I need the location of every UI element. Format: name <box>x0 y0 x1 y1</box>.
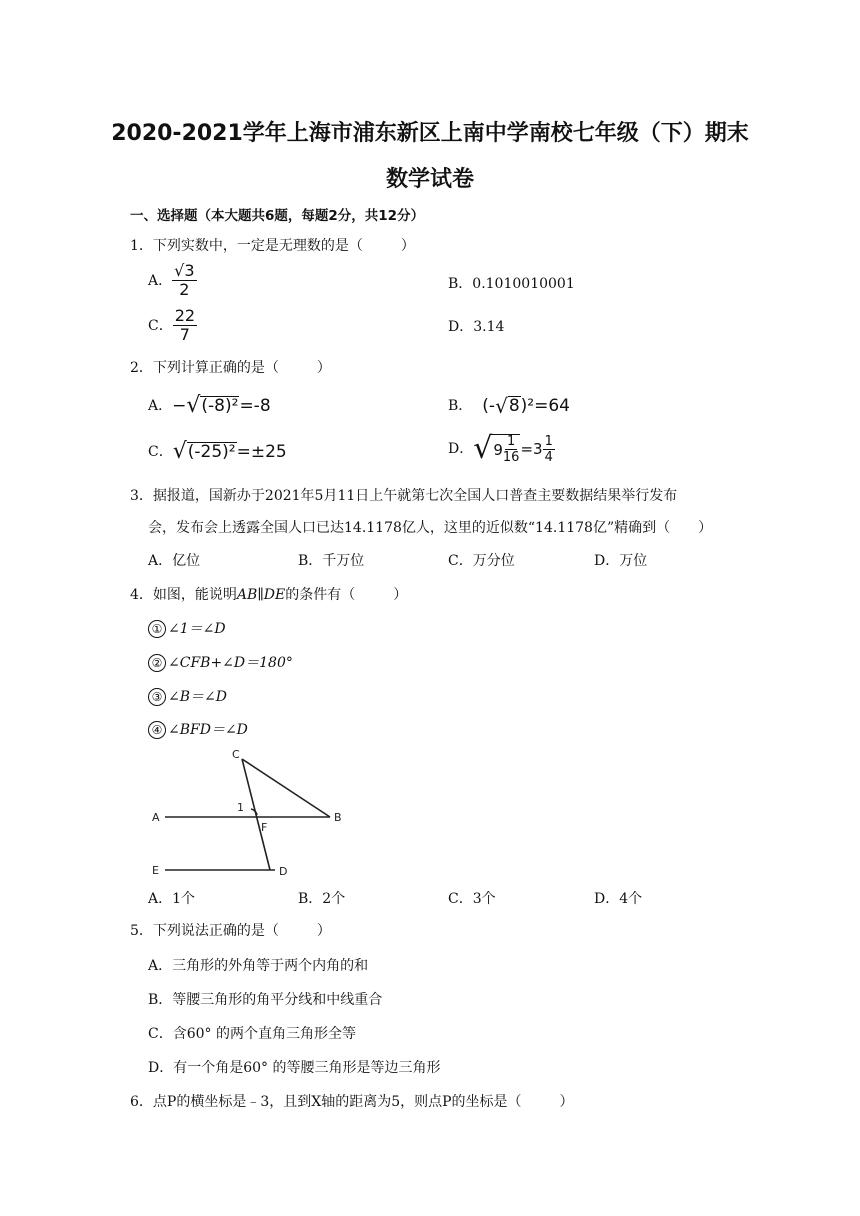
circled-number: ② <box>148 654 166 672</box>
question-4-stem <box>130 586 407 604</box>
document-title-line1: 2020-2021学年上海市浦东新区上南中学南校七年级（下）期末 <box>111 121 749 146</box>
question-paren-close: ） <box>316 360 331 376</box>
question-text: 点P的横坐标是﹣3，且到X轴的距离为5，则点P的坐标是（ <box>152 1094 522 1110</box>
option-label: D． <box>448 319 474 335</box>
numerator: 1 <box>544 433 553 449</box>
question-5-stem <box>130 922 331 940</box>
option-label: A． <box>148 397 173 414</box>
q2-option-a <box>148 392 271 418</box>
question-text: 下列计算正确的是（ <box>152 360 279 376</box>
circled-number: ③ <box>148 688 166 706</box>
label-c: C <box>232 748 240 761</box>
radicand: (-25)² <box>187 442 236 462</box>
question-1-stem <box>130 237 415 255</box>
fraction <box>503 435 520 464</box>
fraction <box>543 435 555 464</box>
condition-text: ∠BFD＝∠D <box>168 722 248 738</box>
question-text: 据报道，国新办于2021年5月11日上午就第七次全国人口普查主要数据结果举行发布 <box>152 488 678 504</box>
q3-option-a: A．亿位 <box>148 553 201 569</box>
question-paren-close: ） <box>400 238 415 254</box>
question-number: 1． <box>130 238 153 254</box>
question-text: 下列说法正确的是（ <box>152 923 279 939</box>
question-paren-close: ） <box>559 1094 574 1110</box>
numerator: √3 <box>174 261 195 280</box>
formula-part: − <box>172 395 187 416</box>
formula <box>172 438 287 464</box>
formula-part: 9 <box>493 440 503 459</box>
formula-part: (- <box>482 395 496 416</box>
question-paren-close: ） <box>393 587 408 603</box>
document-title-line2: 数学试卷 <box>385 167 474 192</box>
condition-text: ∠1＝∠D <box>168 621 226 637</box>
label-d: D <box>279 865 288 878</box>
question-number: 4． <box>130 587 153 603</box>
q4-option-b: B．2个 <box>298 891 346 907</box>
question-number: 6． <box>130 1094 153 1110</box>
fraction <box>173 308 197 343</box>
formula <box>172 392 271 418</box>
denominator: 7 <box>179 325 190 344</box>
label-angle-1: 1 <box>237 801 244 814</box>
formula <box>482 393 570 418</box>
option-label: B． <box>448 397 473 414</box>
label-e: E <box>152 864 159 877</box>
q4-condition-1 <box>148 620 226 638</box>
parallel-symbol: ∥ <box>257 587 264 603</box>
radical-sign: √ <box>172 438 187 464</box>
line-cd <box>242 759 270 870</box>
question-text: 会，发布会上透露全国人口已达14.1178亿人，这里的近似数“14.1178亿”精确到（ <box>148 520 671 536</box>
question-number: 2． <box>130 360 153 376</box>
q3-option-b: B．千万位 <box>298 553 365 569</box>
q5-option-a: A．三角形的外角等于两个内角的和 <box>148 958 369 974</box>
question-paren-close: ） <box>316 923 331 939</box>
segment-ab: AB <box>236 587 258 603</box>
numerator: 1 <box>507 434 516 449</box>
numerator: 22 <box>174 306 196 325</box>
option-label: C． <box>148 317 173 334</box>
radical-sign: √ <box>186 392 201 418</box>
q1-option-c <box>148 308 197 343</box>
denominator: 4 <box>544 449 553 465</box>
geometry-figure <box>140 745 360 880</box>
option-label: C． <box>148 443 173 460</box>
radicand: (-8)² <box>201 396 239 416</box>
question-text: 如图，能说明 <box>152 587 237 603</box>
question-paren-close: ） <box>698 520 713 536</box>
formula-part: =±25 <box>236 441 287 462</box>
circled-number: ① <box>148 620 166 638</box>
q4-option-c: C．3个 <box>448 891 496 907</box>
formula <box>473 431 555 466</box>
q5-option-d: D．有一个角是60° 的等腰三角形是等边三角形 <box>148 1060 441 1076</box>
segment-de: DE <box>263 587 286 603</box>
formula-part: )²=64 <box>520 395 570 416</box>
label-f: F <box>261 821 268 834</box>
q5-option-b: B．等腰三角形的角平分线和中线重合 <box>148 992 383 1008</box>
option-text: 0.1010010001 <box>472 276 575 292</box>
radicand <box>492 434 520 464</box>
formula-part: =-8 <box>239 395 271 416</box>
question-text: 的条件有（ <box>285 587 356 603</box>
q4-option-d: D．4个 <box>594 891 643 907</box>
condition-text: ∠B＝∠D <box>168 689 227 705</box>
denominator: 2 <box>179 280 190 299</box>
denominator: 16 <box>502 450 520 465</box>
q4-option-a: A．1个 <box>148 891 196 907</box>
q1-option-b <box>448 275 575 293</box>
q2-option-d <box>448 431 555 466</box>
condition-text: ∠CFB+∠D＝180° <box>168 655 293 671</box>
option-label: D． <box>448 441 474 457</box>
q1-option-d <box>448 318 504 336</box>
q3-option-c: C．万分位 <box>448 553 515 569</box>
q5-option-c: C．含60° 的两个直角三角形全等 <box>148 1026 356 1042</box>
option-label: A． <box>148 272 173 289</box>
q3-option-d: D．万位 <box>594 553 648 569</box>
question-2-stem <box>130 359 331 377</box>
q4-condition-4 <box>148 721 248 739</box>
angle-1-arc <box>251 809 257 815</box>
question-number: 5． <box>130 923 153 939</box>
question-3-line2 <box>148 519 712 537</box>
label-b: B <box>334 811 342 824</box>
q1-option-a <box>148 263 197 298</box>
radical-sign: √ <box>473 431 493 466</box>
q2-option-b <box>448 393 570 418</box>
option-label: B． <box>448 276 473 292</box>
circled-number: ④ <box>148 721 166 739</box>
question-number: 3． <box>130 488 153 504</box>
q2-option-c <box>148 438 287 464</box>
label-a: A <box>152 811 160 824</box>
radical-sign: √ <box>495 393 508 418</box>
radicand: 8 <box>508 396 520 416</box>
fraction <box>172 263 196 298</box>
q4-condition-3 <box>148 688 227 706</box>
question-3-line1 <box>130 487 677 505</box>
q4-condition-2 <box>148 654 293 672</box>
question-6-stem <box>130 1093 574 1111</box>
question-text: 下列实数中，一定是无理数的是（ <box>152 238 363 254</box>
section-heading-choice: 一、选择题（本大题共6题，每题2分，共12分） <box>130 208 425 224</box>
option-text: 3.14 <box>473 319 505 335</box>
formula-part: =3 <box>520 440 543 458</box>
